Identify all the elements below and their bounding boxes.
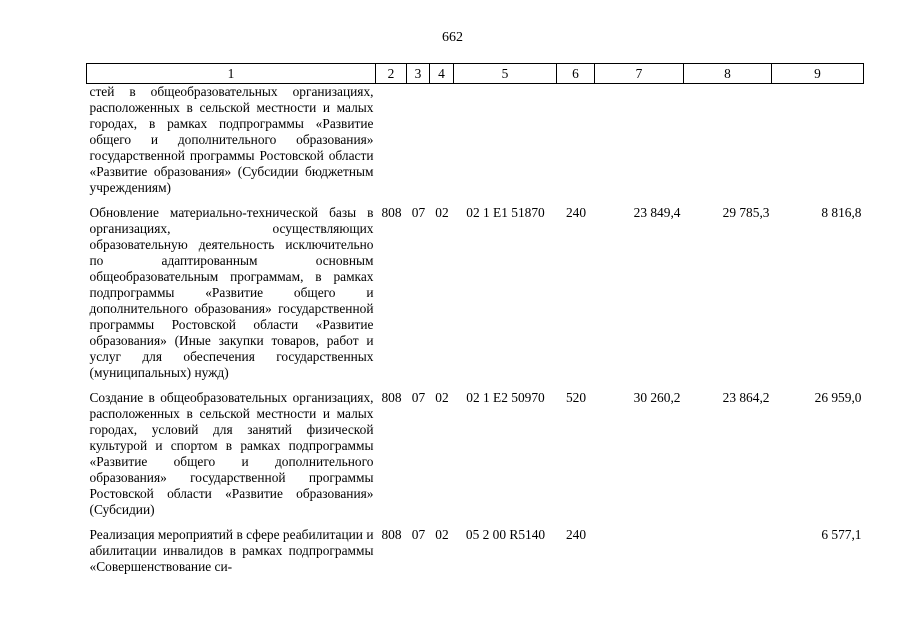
row-description: стей в общеобразовательных организациях, расположенных в сельской местности и малых городах, в рамках подпрограммы «Развитие общего и дополнительного образования» государственной программы Ростовской области «Развитие образования» (Субсидии бюджетным учреждениям): [89, 84, 374, 195]
cell-amount-7: 30 260,2: [633, 390, 681, 405]
cell-section: 07: [411, 527, 426, 542]
cell-amount-9: 26 959,0: [814, 390, 862, 405]
cell-expense-type: 240: [565, 205, 587, 220]
cell-subsection: 02: [435, 390, 449, 405]
cell-amount-8: [684, 527, 772, 584]
cell-section: 07: [411, 205, 426, 220]
column-header-4: 4: [430, 64, 454, 84]
cell-subsection: [430, 84, 454, 206]
header-row: [87, 64, 864, 84]
column-header-8: 8: [684, 64, 772, 84]
page-number: 662: [442, 30, 463, 45]
cell-expense-type: [557, 84, 595, 206]
column-header-9: 9: [772, 64, 864, 84]
cell-ministry-code: 808: [381, 527, 402, 542]
cell-amount-8: [684, 84, 772, 206]
column-header-3: 3: [407, 64, 430, 84]
cell-target-article: 05 2 00 R5140: [465, 527, 546, 542]
budget-table: [86, 63, 864, 584]
cell-amount-9: [772, 84, 864, 206]
table-row: [87, 527, 864, 584]
column-header-1: 1: [87, 64, 376, 84]
cell-ministry-code: 808: [381, 205, 402, 220]
cell-ministry-code: 808: [381, 390, 402, 405]
cell-amount-7: [595, 84, 684, 206]
row-description: Реализация мероприятий в сфере реабилитации и абилитации инвалидов в рамках подпрограммы «Совершенствование си-: [89, 527, 374, 574]
table-row: [87, 84, 864, 206]
cell-subsection: 02: [435, 205, 449, 220]
cell-section: [407, 84, 430, 206]
column-header-6: 6: [557, 64, 595, 84]
cell-amount-9: 6 577,1: [821, 527, 862, 542]
cell-amount-8: 23 864,2: [722, 390, 770, 405]
cell-ministry-code: [376, 84, 407, 206]
cell-target-article: [454, 84, 557, 206]
table-row: [87, 205, 864, 390]
cell-amount-9: 8 816,8: [821, 205, 862, 220]
cell-expense-type: 520: [565, 390, 587, 405]
column-header-5: 5: [454, 64, 557, 84]
cell-amount-8: 29 785,3: [722, 205, 770, 220]
row-description: Создание в общеобразовательных организациях, расположенных в сельской местности и малых городах, условий для занятий физической культурой и спортом в рамках подпрограммы «Развитие общего и дополнительного образования» государственной программы Ростовской области «Развитие образования» (Субсидии): [89, 390, 374, 517]
cell-amount-7: 23 849,4: [633, 205, 681, 220]
cell-expense-type: 240: [565, 527, 587, 542]
table-row: [87, 390, 864, 527]
cell-section: 07: [411, 390, 426, 405]
cell-subsection: 02: [435, 527, 449, 542]
row-description: Обновление материально-технической базы в организациях, осуществляющих образовательную деятельность исключительно по адаптированным основным общеобразовательным программам, в рамках подпрограммы «Развитие общего и дополнительного образования» государственной программы Ростовской области «Развитие образования» (Иные закупки товаров, работ и услуг для обеспечения государственных (муниципальных) нужд): [89, 205, 374, 380]
cell-amount-7: [595, 527, 684, 584]
cell-target-article: 02 1 E1 51870: [466, 205, 545, 220]
column-header-7: 7: [595, 64, 684, 84]
cell-target-article: 02 1 E2 50970: [466, 390, 545, 405]
column-header-2: 2: [376, 64, 407, 84]
